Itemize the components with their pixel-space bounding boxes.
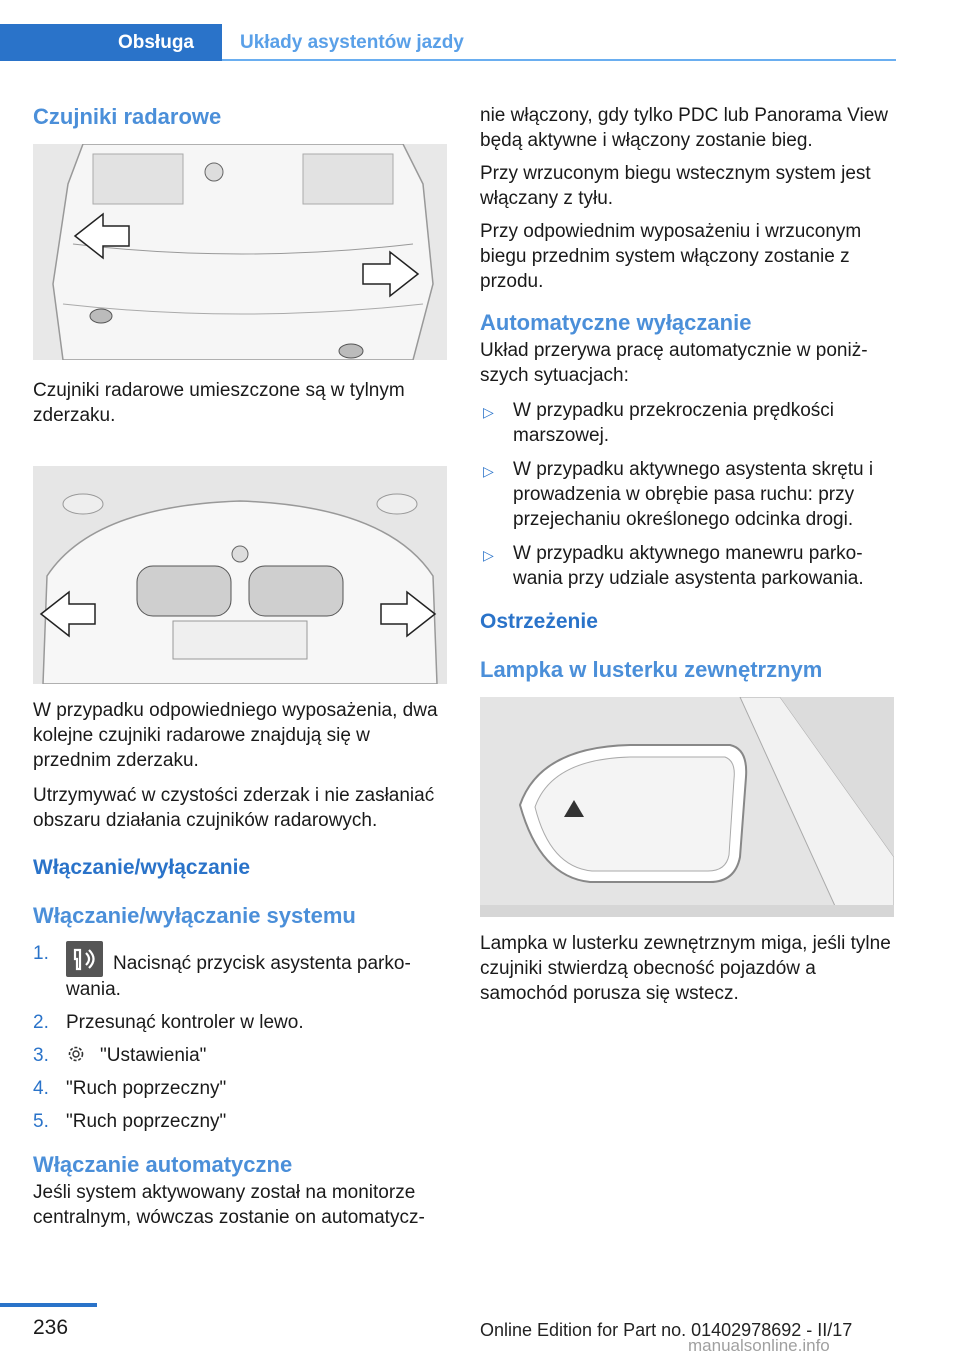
list-item: 1. Nacisnąć przycisk asystenta parko‐wania.	[33, 943, 411, 1000]
list-item: ▷ W przypadku aktywnego asystenta skrętu i prowadzenia w obrębie pasa ruchu: przy przejechaniu określonego odcinka drogi.	[483, 459, 874, 530]
mirror-lamp-text: Lampka w lusterku zewnętrznym miga, jeśli tylne czujniki stwierdzą obecność pojazdów a samochód porusza się wstecz.	[480, 933, 891, 1004]
steps-list	[33, 941, 447, 1134]
auto-off-text: Układ przerywa pracę automatycznie w poniż‐szych sytuacjach:	[480, 340, 868, 386]
list-item: 3. "Ustawienia"	[33, 1045, 207, 1066]
mirror-lamp-figure	[480, 697, 894, 917]
triangle-bullet-icon: ▷	[483, 463, 494, 479]
heading-on-off: Włączanie/wyłączanie	[33, 856, 251, 879]
rear-sensors-text: Czujniki radarowe umieszczone są w tylnym zderzaku.	[33, 380, 405, 426]
forward-gear-text: Przy odpowiednim wyposażeniu i wrzuconym biegu przednim system włączony zostanie z przodu.	[480, 221, 862, 292]
auto-off-list	[480, 398, 894, 591]
section-title: Układy asystentów jazdy	[240, 32, 464, 53]
parking-assist-button-icon	[66, 941, 103, 977]
front-bumper-figure	[33, 466, 447, 684]
auto-on-text: Jeśli system aktywowany został na monitorze centralnym, wówczas zostanie on automatycz‐	[33, 1182, 425, 1228]
reverse-gear-text: Przy wrzuconym biegu wstecznym system jest włączany z tyłu.	[480, 163, 871, 209]
heading-auto-off: Automatyczne wyłączanie	[480, 310, 752, 335]
watermark: manualsonline.info	[688, 1336, 830, 1355]
heading-mirror-lamp: Lampka w lusterku zewnętrznym	[480, 657, 823, 682]
list-item: 5. "Ruch poprzeczny"	[33, 1111, 227, 1132]
heading-radar-sensors: Czujniki radarowe	[33, 104, 222, 129]
heading-warning: Ostrzeżenie	[480, 610, 598, 633]
triangle-bullet-icon: ▷	[483, 547, 494, 563]
gear-icon	[66, 1044, 86, 1064]
left-column	[33, 90, 447, 1230]
page-header	[0, 0, 960, 64]
heading-auto-on: Włączanie automatyczne	[33, 1152, 293, 1177]
list-item: ▷ W przypadku aktywnego manewru parko‐wania przy udziale asystenta parkowania.	[483, 543, 864, 589]
chapter-tab: Obsługa	[0, 24, 222, 61]
footer-rule	[0, 1303, 97, 1307]
heading-on-off-system: Włączanie/wyłączanie systemu	[33, 903, 356, 928]
front-sensors-text: W przypadku odpowiedniego wyposażenia, dwa kolejne czujniki radarowe znajdują się w przednim zderzaku.	[33, 700, 438, 771]
edition-note: Online Edition for Part no. 01402978692 - II/17	[480, 1320, 853, 1340]
right-column	[480, 103, 894, 1006]
list-item: ▷ W przypadku przekroczenia prędkości marszowej.	[483, 400, 835, 446]
keep-clean-text: Utrzymywać w czystości zderzak i nie zasłaniać obszaru działania czujników radarowych.	[33, 785, 435, 831]
page-number: 236	[33, 1316, 69, 1339]
list-item: 2. Przesunąć kontroler w lewo.	[33, 1012, 304, 1033]
triangle-bullet-icon: ▷	[483, 404, 494, 420]
header-rule	[222, 59, 896, 61]
list-item: 4. "Ruch poprzeczny"	[33, 1078, 227, 1099]
rear-bumper-figure	[33, 144, 447, 360]
auto-on-continued-text: nie włączony, gdy tylko PDC lub Panorama View będą aktywne i włączony zostanie bieg.	[480, 105, 888, 151]
